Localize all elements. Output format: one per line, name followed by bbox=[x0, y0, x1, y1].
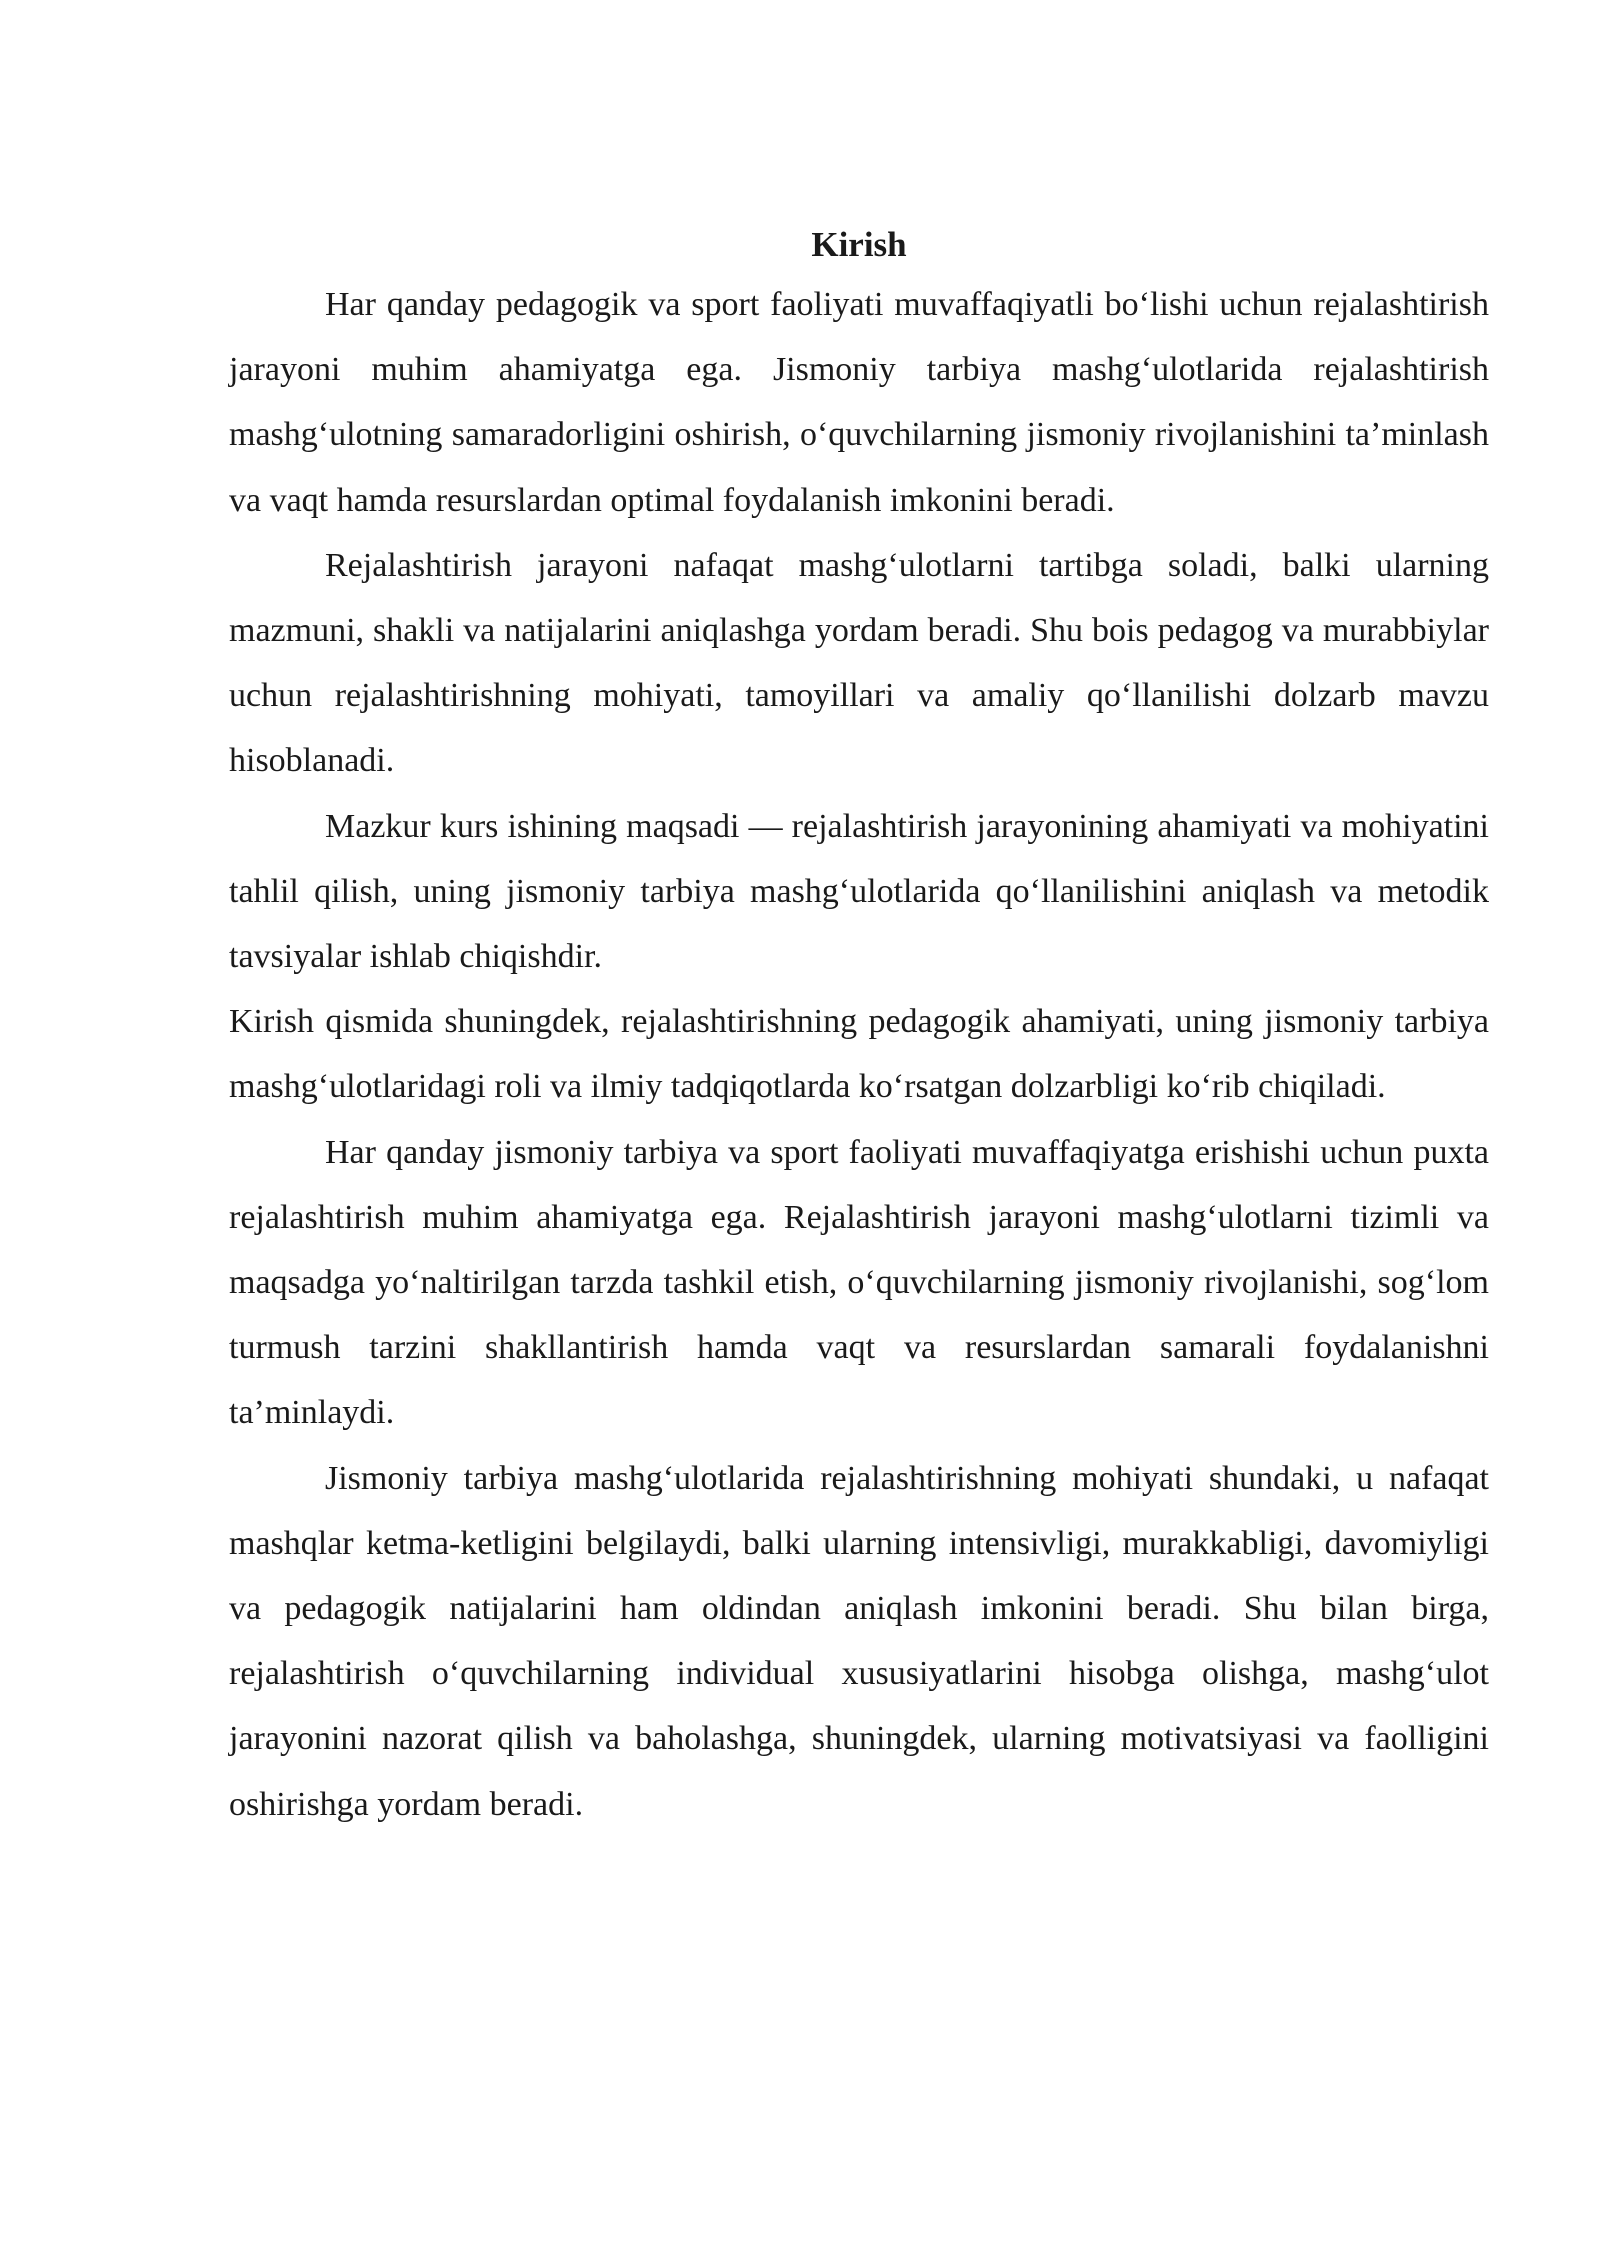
paragraph-4: Kirish qismida shuningdek, rejalashtirishning pedagogik ahamiyati, uning jismoniy tarbiya mashg‘ulotlaridagi roli va ilmiy tadqiqotlarda ko‘rsatgan dolzarbligi ko‘rib chiqiladi. bbox=[229, 1003, 1489, 1106]
paragraph-3: Mazkur kurs ishining maqsadi — rejalashtirish jarayonining ahamiyati va mohiyatini tahlil qilish, uning jismoniy tarbiya mashg‘ulotlarida qo‘llanilishini aniqlash va metodik tavsiyalar ishlab chiqishdir. bbox=[229, 807, 1489, 976]
page-title: Kirish bbox=[811, 225, 907, 264]
document-body bbox=[229, 218, 1489, 1837]
paragraph-5: Har qanday jismoniy tarbiya va sport faoliyati muvaffaqiyatga erishishi uchun puxta rejalashtirish muhim ahamiyatga ega. Rejalashtirish jarayoni mashg‘ulotlarni tizimli va maqsadga yo‘naltirilgan tarzda tashkil etish, o‘quvchilarning jismoniy rivojlanishi, sog‘lom turmush tarzini shakllantirish hamda vaqt va resurslardan samarali foydalanishni ta’minlaydi. bbox=[229, 1133, 1489, 1432]
paragraph-1: Har qanday pedagogik va sport faoliyati muvaffaqiyatli bo‘lishi uchun rejalashtirish jarayoni muhim ahamiyatga ega. Jismoniy tarbiya mashg‘ulotlarida rejalashtirish mashg‘ulotning samaradorligini oshirish, o‘quvchilarning jismoniy rivojlanishini ta’minlash va vaqt hamda resurslardan optimal foydalanish imkonini beradi. bbox=[229, 286, 1489, 519]
paragraph-2: Rejalashtirish jarayoni nafaqat mashg‘ulotlarni tartibga soladi, balki ularning mazmuni, shakli va natijalarini aniqlashga yordam beradi. Shu bois pedagog va murabbiylar uchun rejalashtirishning mohiyati, tamoyillari va amaliy qo‘llanilishi dolzarb mavzu hisoblanadi. bbox=[229, 546, 1489, 780]
paragraph-6: Jismoniy tarbiya mashg‘ulotlarida rejalashtirishning mohiyati shundaki, u nafaqat mashqlar ketma-ketligini belgilaydi, balki ularning intensivligi, murakkabligi, davomiyligi va pedagogik natijalarini ham oldindan aniqlash imkonini beradi. Shu bilan birga, rejalashtirish o‘quvchilarning individual xususiyatlarini hisobga olishga, mashg‘ulot jarayonini nazorat qilish va baholashga, shuningdek, ularning motivatsiyasi va faolligini oshirishga yordam beradi. bbox=[229, 1459, 1489, 1823]
